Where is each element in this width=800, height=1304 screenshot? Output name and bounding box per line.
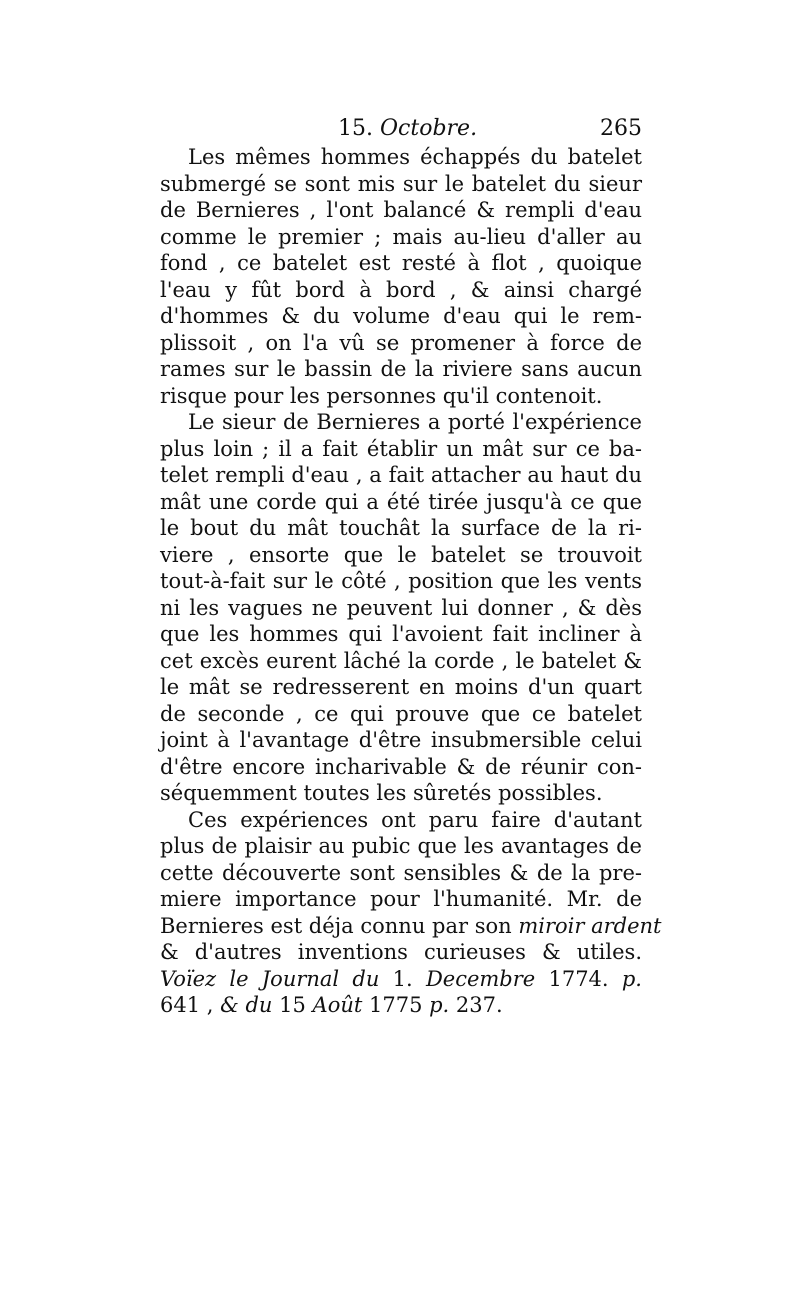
reference-segment: 1. xyxy=(379,966,426,991)
text-line: que les hommes qui l'avoient fait incliner à xyxy=(160,622,642,646)
text-line: ni les vagues ne peuvent lui donner , & dès xyxy=(160,595,642,620)
text-line: d'être encore incharivable & de réunir con- xyxy=(160,754,642,779)
text-line: de Bernieres , l'ont balancé & rempli d'eau xyxy=(160,198,642,222)
text-line: comme le premier ; mais au-lieu d'aller au xyxy=(160,224,642,249)
paragraph-2 xyxy=(160,409,642,807)
text-line: Le sieur de Bernieres a porté l'expérience xyxy=(188,410,642,434)
text-line: le bout du mât touchât la surface de la ri- xyxy=(160,516,642,540)
text-line: viere , ensorte que le batelet se trouvoit xyxy=(160,542,642,567)
text-line: risque pour les personnes qu'il contenoit. xyxy=(160,383,603,408)
header-day: 15. xyxy=(338,116,373,141)
text-line: le mât se redresserent en moins d'un quart xyxy=(160,675,642,699)
reference-segment: 1775 xyxy=(362,993,430,1017)
reference-line xyxy=(160,966,642,993)
text-line: tout-à-fait sur le côté , position que les vents xyxy=(160,569,642,593)
paragraph-1 xyxy=(160,144,642,409)
header-month: Octobre. xyxy=(380,116,478,141)
italic-term: miroir ardent xyxy=(518,913,662,938)
running-header xyxy=(160,114,642,144)
text-line: telet rempli d'eau , a fait attacher au haut du xyxy=(160,463,642,487)
reference-segment: 237. xyxy=(449,993,503,1017)
text-line: l'eau y fût bord à bord , & ainsi chargé xyxy=(160,277,642,302)
reference-segment: p. xyxy=(621,966,642,991)
paragraph-3 xyxy=(160,807,662,1019)
text-line: submergé se sont mis sur le batelet du sieur xyxy=(160,171,642,196)
text-line: de seconde , ce qui prouve que ce batelet xyxy=(160,701,642,726)
header-date xyxy=(338,114,477,144)
text-line: Ces expériences ont paru faire d'autant xyxy=(188,807,642,832)
text-line: cet excès eurent lâché la corde , le batelet & xyxy=(160,648,642,673)
text-line: Les mêmes hommes échappés du batelet xyxy=(188,145,642,169)
text-line: rames sur le bassin de la riviere sans aucun xyxy=(160,357,642,381)
reference-segment: 15 xyxy=(272,993,313,1017)
text-line: mât une corde qui a été tirée jusqu'à ce que xyxy=(160,489,642,514)
text-line: & d'autres inventions curieuses & utiles. xyxy=(160,940,642,964)
page-number: 265 xyxy=(600,116,642,141)
text-line: cette découverte sont sensibles & de la pre- xyxy=(160,860,642,885)
text-line: d'hommes & du volume d'eau qui le rem- xyxy=(160,304,642,328)
reference-segment: Decembre xyxy=(425,966,536,991)
body-text xyxy=(160,144,662,1019)
reference-segment: Voïez le Journal du xyxy=(160,966,380,991)
text-line: joint à l'avantage d'être insubmersible celui xyxy=(160,728,642,752)
reference-segment: 641 , xyxy=(160,993,221,1017)
text-line: plissoit , on l'a vû se promener à force de xyxy=(160,330,642,355)
reference-segment: 1774. xyxy=(535,966,622,991)
text-line: plus de plaisir au pubic que les avantages de xyxy=(160,834,642,858)
reference-segment: Août xyxy=(312,993,363,1017)
reference-line xyxy=(160,992,642,1019)
text-line: fond , ce batelet est resté à flot , quoique xyxy=(160,251,642,275)
text-line: séquemment toutes les sûretés possibles. xyxy=(160,781,603,805)
reference-segment: & du xyxy=(220,993,273,1017)
text-line: miere importance pour l'humanité. Mr. de xyxy=(160,887,642,911)
text-line-mirror xyxy=(160,913,662,940)
reference-segment: p. xyxy=(429,993,450,1017)
text-segment: Bernieres est déja connu par son xyxy=(160,913,519,938)
text-line: plus loin ; il a fait établir un mât sur ce ba- xyxy=(160,436,642,461)
